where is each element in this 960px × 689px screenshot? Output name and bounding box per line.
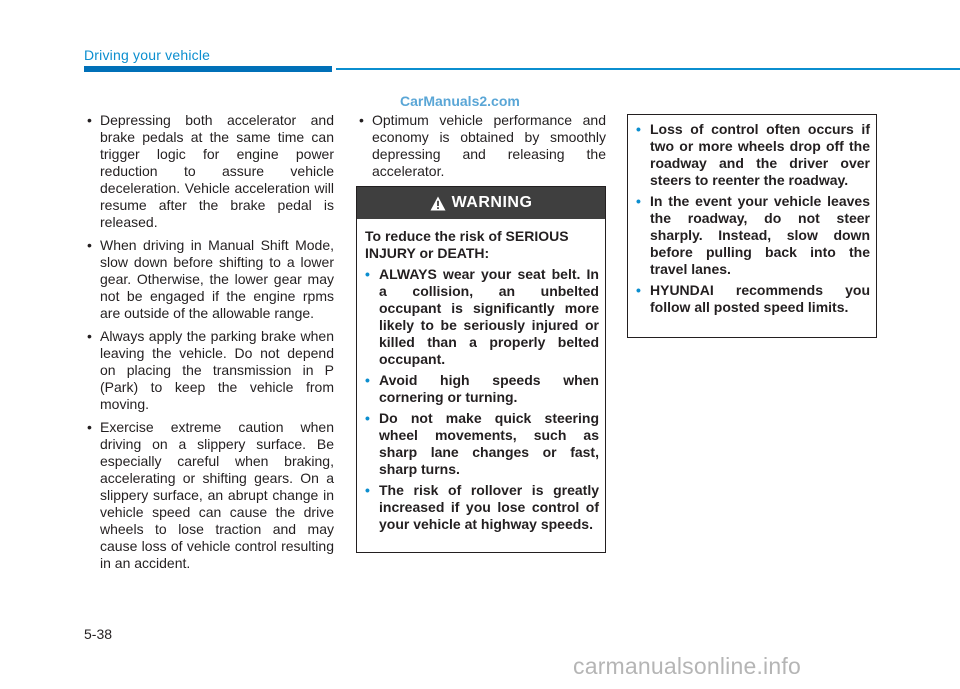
warning-item: • Do not make quick steering wheel movements, such as sharp lane changes or fast, sharp turns. xyxy=(365,410,599,478)
warning-item: • Loss of control often occurs if two or more wheels drop off the roadway and the driver over steers to reenter the roadway. xyxy=(636,121,870,189)
warning-item: • ALWAYS wear your seat belt. In a collision, an unbelted occupant is significantly more likely to be seriously injured or killed than a properly belted occupant. xyxy=(365,266,599,368)
warning-continued-box xyxy=(627,114,877,338)
column-middle xyxy=(356,112,606,186)
warning-item: • The risk of rollover is greatly increased if you lose control of your vehicle at highway speeds. xyxy=(365,482,599,533)
warning-intro: To reduce the risk of SERIOUS INJURY or DEATH: xyxy=(365,228,569,261)
section-title: Driving your vehicle xyxy=(84,47,211,63)
column-left xyxy=(84,112,334,578)
header-rule-dark xyxy=(84,66,332,72)
warning-item: • Avoid high speeds when cornering or turning. xyxy=(365,372,599,406)
list-item: • Exercise extreme caution when driving on a slippery surface. Be especially careful when braking, accelerating or shifting gears. On a slippery surface, an abrupt change in vehicle speed can cause the drive wheels to lose traction and may cause loss of vehicle control resulting in an accident. xyxy=(84,419,334,572)
warning-label: WARNING xyxy=(451,194,533,211)
warning-item: • In the event your vehicle leaves the roadway, do not steer sharply. Instead, slow down before pulling back into the travel lanes. xyxy=(636,193,870,278)
list-item: • When driving in Manual Shift Mode, slow down before shifting to a lower gear. Otherwise, the lower gear may not be engaged if the engine rpms are outside of the allowable range. xyxy=(84,237,334,322)
list-item: • Always apply the parking brake when leaving the vehicle. Do not depend on placing the transmission in P (Park) to keep the vehicle from moving. xyxy=(84,328,334,413)
warning-box xyxy=(356,186,606,553)
watermark-top[interactable]: CarManuals2.com xyxy=(400,93,520,109)
list-item: • Optimum vehicle performance and economy is obtained by smoothly depressing and releasing the accelerator. xyxy=(356,112,606,180)
page-number: 5-38 xyxy=(84,626,113,642)
warning-item: • HYUNDAI recommends you follow all posted speed limits. xyxy=(636,282,870,316)
warning-header xyxy=(357,187,605,219)
watermark-bottom[interactable]: carmanualsonline.info xyxy=(573,653,801,679)
header-rule-light xyxy=(336,68,960,70)
list-item: • Depressing both accelerator and brake pedals at the same time can trigger logic for engine power reduction to assure vehicle deceleration. Vehicle acceleration will resume after the brake pedal is released. xyxy=(84,112,334,231)
warning-triangle-icon xyxy=(430,196,446,211)
